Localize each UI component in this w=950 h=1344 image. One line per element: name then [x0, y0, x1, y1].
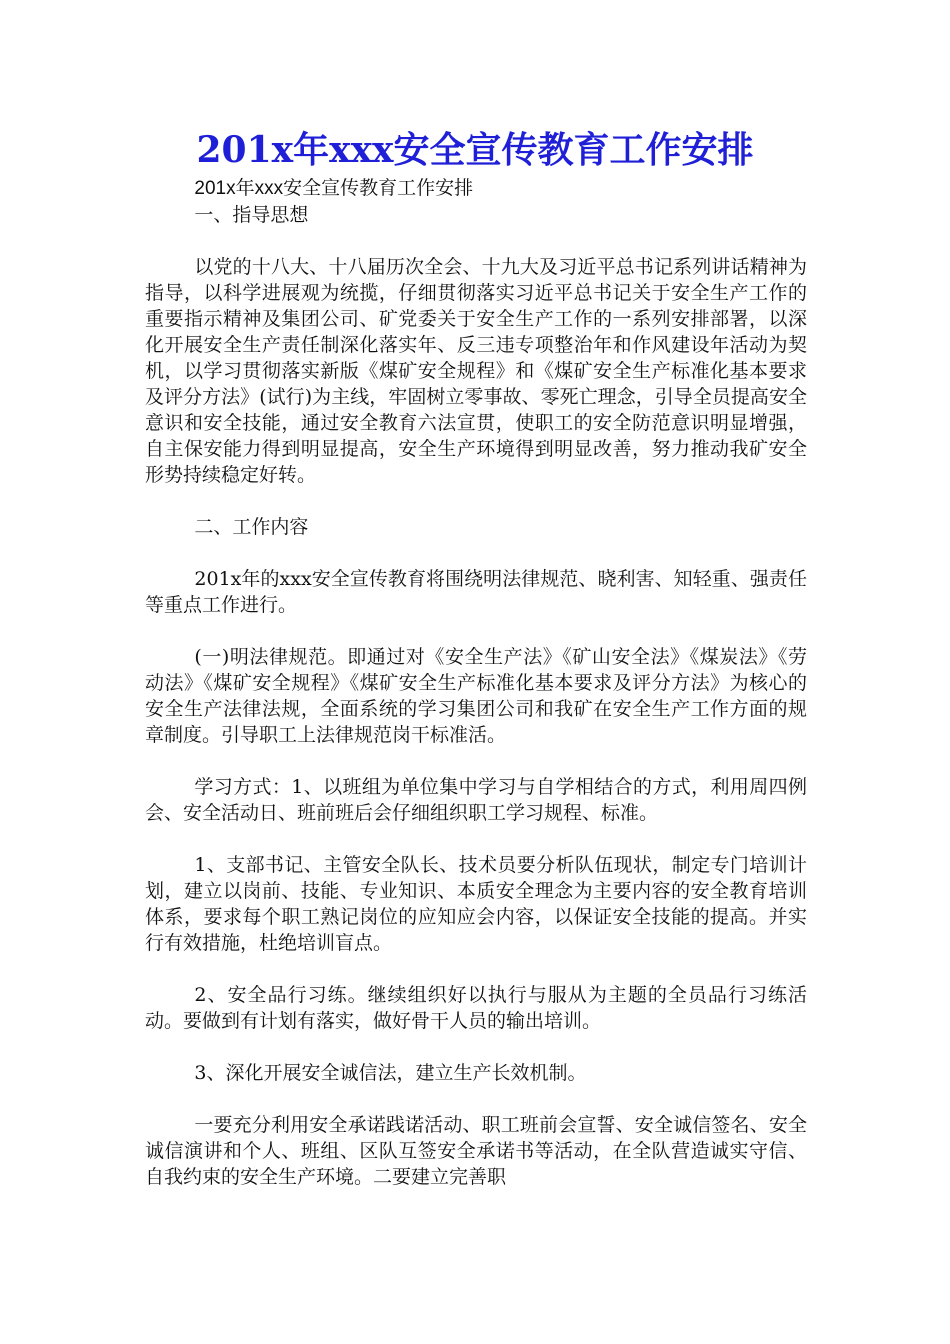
paragraph-training-plan: 1、支部书记、主管安全队长、技术员要分析队伍现状，制定专门培训计划，建立以岗前、技能、专业知识、本质安全理念为主要内容的安全教育培训体系，要求每个职工熟记岗位的应知应会内容，以保证安全技能的提高。并实行有效措施，杜绝培训盲点。: [145, 854, 807, 954]
paragraph-legal-norms: (一)明法律规范。即通过对《安全生产法》《矿山安全法》《煤炭法》《劳动法》《煤矿安全规程》《煤矿安全生产标准化基本要求及评分方法》为核心的安全生产法律法规，全面系统的学习集团公司和我矿在安全生产工作方面的规章制度。引导职工上法律规范岗干标准活。: [145, 646, 807, 746]
section-heading-guiding-ideology: 一、指导思想: [194, 204, 309, 226]
paragraph-study-method: 学习方式：1、以班组为单位集中学习与自学相结合的方式，利用周四例会、安全活动日、班前班后会仔细组织职工学习规程、标准。: [145, 776, 807, 824]
paragraph-integrity-method: 3、深化开展安全诚信法，建立生产长效机制。: [194, 1062, 587, 1084]
document-subtitle: 201x年xxx安全宣传教育工作安排: [194, 178, 474, 199]
paragraph-guiding-ideology: 以党的十八大、十八届历次全会、十九大及习近平总书记系列讲话精神为指导，以科学进展观为统揽，仔细贯彻落实习近平总书记关于安全生产工作的重要指示精神及集团公司、矿党委关于安全生产工作的一系列安排部署，以深化开展安全生产责任制深化落实年、反三违专项整治年和作风建设年活动为契机，以学习贯彻落实新版《煤矿安全规程》和《煤矿安全生产标准化基本要求及评分方法》(试行)为主线，牢固树立零事故、零死亡理念，引导全员提高安全意识和安全技能，通过安全教育六法宣贯，使职工的安全防范意识明显增强，自主保安能力得到明显提高，安全生产环境得到明显改善，努力推动我矿安全形势持续稳定好转。: [145, 256, 807, 486]
paragraph-integrity-activities: 一要充分利用安全承诺践诺活动、职工班前会宣誓、安全诚信签名、安全诚信演讲和个人、班组、区队互签安全承诺书等活动，在全队营造诚实守信、自我约束的安全生产环境。二要建立完善职: [145, 1114, 807, 1188]
document-body: [145, 176, 807, 1190]
section-heading-work-content: 二、工作内容: [194, 516, 309, 538]
paragraph-conduct-practice: 2、安全品行习练。继续组织好以执行与服从为主题的全员品行习练活动。要做到有计划有落实，做好骨干人员的输出培训。: [145, 984, 807, 1032]
paragraph-work-overview: 201x年的xxx安全宣传教育将围绕明法律规范、晓利害、知轻重、强责任等重点工作进行。: [145, 568, 807, 616]
document-title: 201x年xxx安全宣传教育工作安排: [196, 129, 754, 171]
